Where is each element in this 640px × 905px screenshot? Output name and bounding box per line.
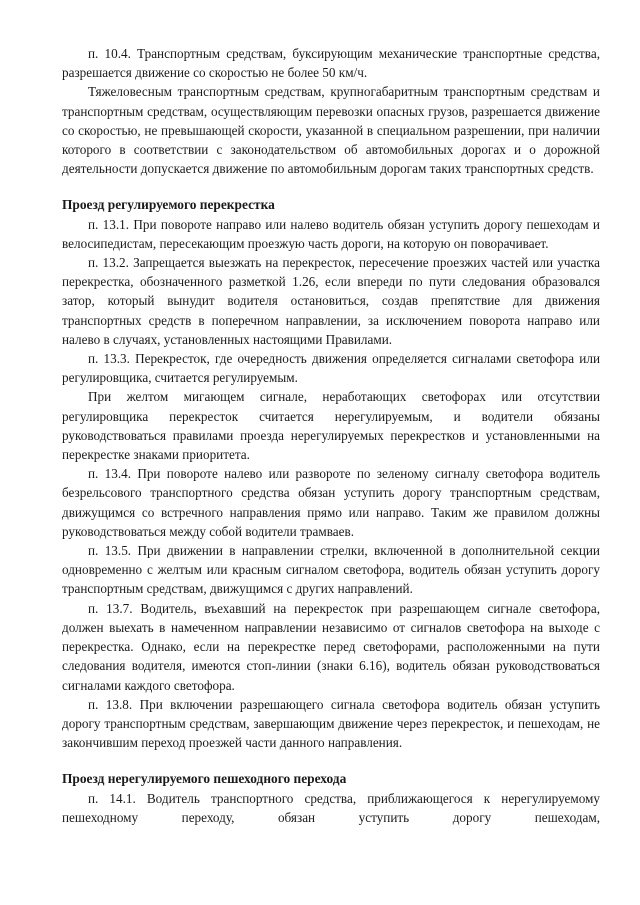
paragraph-13-3: п. 13.3. Перекресток, где очередность движения определяется сигналами светофора или регулировщика, считается регулируемым.	[62, 351, 600, 386]
section-gap	[62, 752, 600, 769]
paragraph-13-7: п. 13.7. Водитель, въехавший на перекресток при разрешающем сигнале светофора, должен выехать в намеченном направлении независимо от сигналов светофора на выходе с перекрестка. Однако, если на перекрестке перед светофорами, расположенными на пути следования водителя, имеются стоп-линии (знаки 6.16), водитель обязан руководствоваться сигналами каждого светофора.	[62, 600, 600, 693]
paragraph-14-1: п. 14.1. Водитель транспортного средства, приближающегося к нерегулируемому пешеходному переходу, обязан уступить дорогу пешеходам,	[62, 790, 600, 825]
paragraph-heavy-vehicles: Тяжеловесным транспортным средствам, крупногабаритным транспортным средствам и транспортным средствам, осуществляющим перевозки опасных грузов, разрешается движение со скоростью, не превышающей скорости, указанной в специальном разрешении, при наличии которого в соответствии с законодательством об автомобильных дорогах и о дорожной деятельности допускается движение по автомобильным дорогам таких транспортных средств.	[62, 84, 600, 177]
paragraph-yellow-signal: При желтом мигающем сигнале, неработающих светофорах или отсутствии регулировщика перекресток считается нерегулируемым, и водители обязаны руководствоваться правилами проезда нерегулируемых перекрестков и установленными на перекрестке знаками приоритета.	[62, 389, 600, 463]
paragraph-13-2: п. 13.2. Запрещается выезжать на перекресток, пересечение проезжих частей или участка перекрестка, обозначенного разметкой 1.26, если впереди по пути следования образовался затор, который вынудит водителя остановиться, создав препятствие для движения транспортных средств в поперечном направлении, за исключением поворота направо или налево в случаях, установленных настоящими Правилами.	[62, 255, 600, 347]
section-heading-unregulated-crossing: Проезд нерегулируемого пешеходного перехода	[62, 771, 347, 787]
paragraph-13-1: п. 13.1. При повороте направо или налево водитель обязан уступить дорогу пешеходам и велосипедистам, пересекающим проезжую часть дороги, на которую он поворачивает.	[62, 216, 600, 251]
section-gap	[62, 178, 600, 195]
paragraph-13-4: п. 13.4. При повороте налево или развороте по зеленому сигналу светофора водитель безрельсового транспортного средства обязан уступить дорогу транспортным средствам, движущимся со встречного направления прямо или направо. Таким же правилом должны руководствоваться между собой водители трамваев.	[62, 466, 600, 539]
paragraph-13-8: п. 13.8. При включении разрешающего сигнала светофора водитель обязан уступить дорогу транспортным средствам, завершающим движение через перекресток, и пешеходам, не закончившим переход проезжей части данного направления.	[62, 696, 600, 751]
paragraph-13-5: п. 13.5. При движении в направлении стрелки, включенной в дополнительной секции одновременно с желтым или красным сигналом светофора, водитель обязан уступить дорогу транспортным средствам, движущимся с других направлений.	[62, 543, 600, 597]
section-heading-regulated-intersection: Проезд регулируемого перекрестка	[62, 197, 275, 213]
paragraph-10-4: п. 10.4. Транспортным средствам, буксирующим механические транспортные средства, разрешается движение со скоростью не более 50 км/ч.	[62, 46, 600, 81]
